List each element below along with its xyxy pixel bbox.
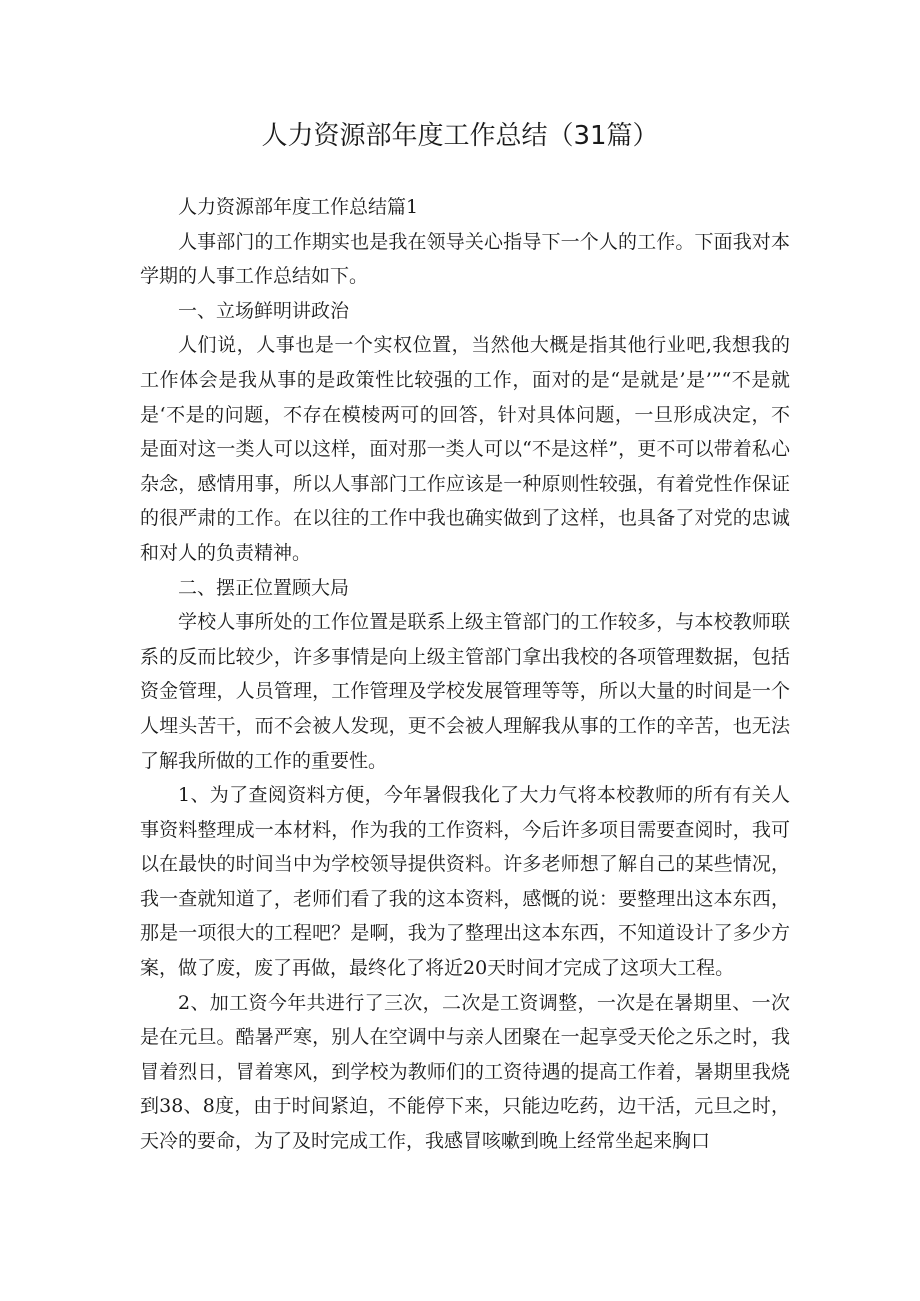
section-heading-politics: 一、立场鲜明讲政治 bbox=[178, 299, 350, 322]
intro-paragraph: 人事部门的工作期实也是我在领导关心指导下一个人的工作。下面我对本学期的人事工作总结如下。 bbox=[140, 230, 790, 288]
position-paragraph: 学校人事所处的工作位置是联系上级主管部门的工作较多，与本校教师联系的反而比较少，许多事情是向上级主管部门拿出我校的各项管理数据，包括资金管理，人员管理，工作管理及学校发展管理等等，所以大量的时间是一个人埋头苦干，而不会被人发现，更不会被人理解我从事的工作的辛苦，也无法了解我所做的工作的重要性。 bbox=[140, 611, 790, 772]
section-heading-position: 二、摆正位置顾大局 bbox=[178, 576, 350, 599]
document-body bbox=[140, 190, 790, 1159]
politics-paragraph: 人们说，人事也是一个实权位置，当然他大概是指其他行业吧,我想我的工作体会是我从事的是政策性比较强的工作，面对的是“是就是’是’”“不是就是‘不是的问题，不存在模棱两可的回答，针对具体问题，一旦形成决定，不是面对这一类人可以这样，面对那一类人可以“不是这样”，更不可以带着私心杂念，感情用事，所以人事部门工作应该是一种原则性较强，有着党性作保证的很严肃的工作。在以往的工作中我也确实做到了这样，也具备了对党的忠诚和对人的负责精神。 bbox=[140, 334, 790, 564]
document-title: 人力资源部年度工作总结（31篇） bbox=[261, 121, 659, 151]
item-2-paragraph: 2、加工资今年共进行了三次，二次是工资调整，一次是在暑期里、一次是在元旦。酷暑严寒，别人在空调中与亲人团聚在一起享受天伦之乐之时，我冒着烈日，冒着寒风，到学校为教师们的工资待遇的提高工作着，暑期里我烧到38、8度，由于时间紧迫，不能停下来，只能边吃药，边干活，元旦之时，天冷的要命，为了及时完成工作，我感冒咳嗽到晚上经常坐起来胸口 bbox=[140, 991, 790, 1153]
section-heading-article-1: 人力资源部年度工作总结篇1 bbox=[178, 196, 419, 218]
item-1-paragraph: 1、为了查阅资料方便，今年暑假我化了大力气将本校教师的所有有关人事资料整理成一本材料，作为我的工作资料，今后许多项目需要查阅时，我可以在最快的时间当中为学校领导提供资料。许多老师想了解自己的某些情况，我一查就知道了，老师们看了我的这本资料，感慨的说：要整理出这本东西，那是一项很大的工程吧？是啊，我为了整理出这本东西，不知道设计了多少方案，做了废，废了再做，最终化了将近20天时间才完成了这项大工程。 bbox=[140, 784, 790, 980]
